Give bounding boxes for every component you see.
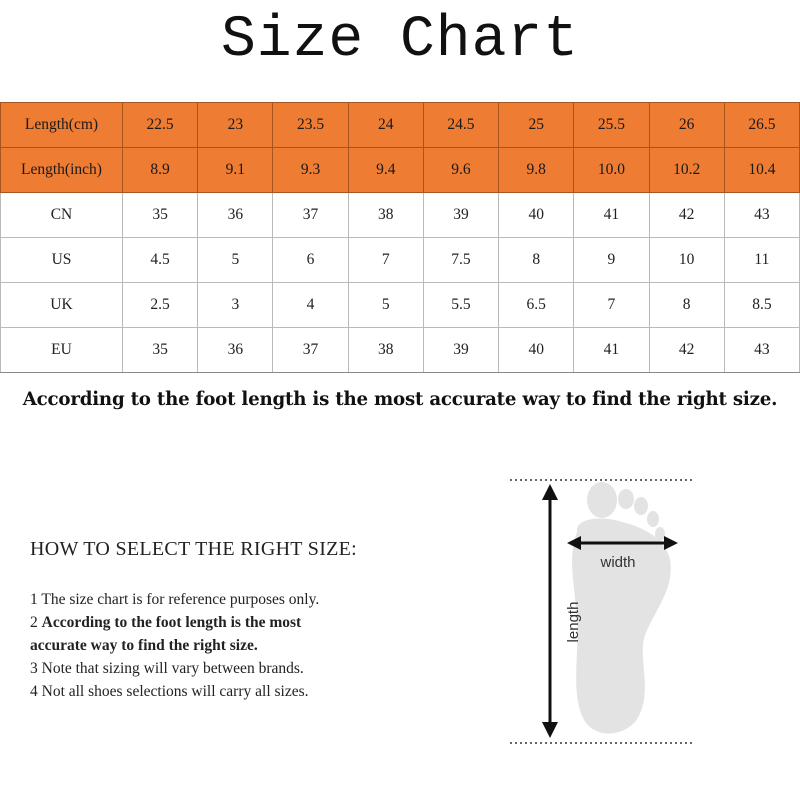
- row-header: Length(inch): [1, 148, 123, 193]
- table-cell: 37: [273, 328, 348, 373]
- table-cell: 2.5: [123, 283, 198, 328]
- table-cell: 42: [649, 328, 724, 373]
- note-number: 4: [30, 683, 38, 700]
- note-number: 3: [30, 660, 38, 677]
- howto-heading: HOW TO SELECT THE RIGHT SIZE:: [30, 538, 358, 560]
- table-row-eu: [1, 328, 800, 373]
- table-row-length-cm: [1, 103, 800, 148]
- note-text: Note that sizing will vary between brands.: [41, 660, 304, 677]
- table-cell: 5: [198, 238, 273, 283]
- table-cell: 10.4: [724, 148, 799, 193]
- table-cell: 9: [574, 238, 649, 283]
- table-cell: 10.0: [574, 148, 649, 193]
- table-cell: 8.9: [123, 148, 198, 193]
- table-cell: 23.5: [273, 103, 348, 148]
- note-item: [30, 680, 319, 703]
- foot-measure-svg: [505, 470, 705, 750]
- row-header: US: [1, 238, 123, 283]
- note-item: [30, 588, 319, 611]
- table-cell: 7: [574, 283, 649, 328]
- table-cell: 9.8: [499, 148, 574, 193]
- size-table: [0, 102, 800, 373]
- table-cell: 24: [348, 103, 423, 148]
- table-cell: 38: [348, 193, 423, 238]
- table-cell: 39: [423, 193, 498, 238]
- length-label: length: [565, 601, 582, 643]
- table-cell: 8.5: [724, 283, 799, 328]
- foot-diagram: [505, 470, 705, 750]
- table-cell: 22.5: [123, 103, 198, 148]
- table-cell: 37: [273, 193, 348, 238]
- row-header: Length(cm): [1, 103, 123, 148]
- toe-icon: [618, 489, 634, 509]
- table-cell: 8: [649, 283, 724, 328]
- table-cell: 4: [273, 283, 348, 328]
- table-cell: 35: [123, 193, 198, 238]
- table-cell: 43: [724, 328, 799, 373]
- table-cell: 9.6: [423, 148, 498, 193]
- table-cell: 35: [123, 328, 198, 373]
- table-cell: 24.5: [423, 103, 498, 148]
- arrow-down-icon: [542, 722, 558, 738]
- table-cell: 7.5: [423, 238, 498, 283]
- table-row-us: [1, 238, 800, 283]
- note-text-continued: accurate way to find the right size.: [30, 637, 258, 654]
- table-cell: 9.3: [273, 148, 348, 193]
- table-cell: 26.5: [724, 103, 799, 148]
- table-cell: 36: [198, 193, 273, 238]
- table-cell: 43: [724, 193, 799, 238]
- row-header: EU: [1, 328, 123, 373]
- table-row-length-inch: [1, 148, 800, 193]
- foot-sole-icon: [572, 519, 671, 734]
- table-cell: 5: [348, 283, 423, 328]
- table-cell: 4.5: [123, 238, 198, 283]
- table-cell: 26: [649, 103, 724, 148]
- note-item: [30, 657, 319, 680]
- table-cell: 9.4: [348, 148, 423, 193]
- toe-icon: [647, 511, 659, 527]
- table-cell: 7: [348, 238, 423, 283]
- notes-list: [30, 588, 319, 703]
- table-cell: 23: [198, 103, 273, 148]
- width-label: width: [600, 554, 636, 571]
- table-cell: 25.5: [574, 103, 649, 148]
- note-text: The size chart is for reference purposes only.: [41, 591, 320, 608]
- table-cell: 10.2: [649, 148, 724, 193]
- table-cell: 5.5: [423, 283, 498, 328]
- table-cell: 3: [198, 283, 273, 328]
- table-cell: 8: [499, 238, 574, 283]
- table-row-cn: [1, 193, 800, 238]
- table-cell: 40: [499, 328, 574, 373]
- table-cell: 36: [198, 328, 273, 373]
- table-cell: 9.1: [198, 148, 273, 193]
- page-title: Size Chart: [220, 8, 580, 73]
- table-cell: 6: [273, 238, 348, 283]
- note-number: 1: [30, 591, 38, 608]
- table-row-uk: [1, 283, 800, 328]
- big-toe-icon: [587, 482, 617, 518]
- table-cell: 11: [724, 238, 799, 283]
- note-text: According to the foot length is the most: [41, 614, 302, 631]
- table-cell: 40: [499, 193, 574, 238]
- table-cell: 10: [649, 238, 724, 283]
- note-text: Not all shoes selections will carry all sizes.: [41, 683, 309, 700]
- table-cell: 25: [499, 103, 574, 148]
- note-item: [30, 611, 319, 634]
- table-cell: 6.5: [499, 283, 574, 328]
- arrow-up-icon: [542, 484, 558, 500]
- note-number: 2: [30, 614, 38, 631]
- table-cell: 42: [649, 193, 724, 238]
- table-cell: 41: [574, 193, 649, 238]
- arrow-right-icon: [664, 536, 678, 550]
- row-header: CN: [1, 193, 123, 238]
- tagline: According to the foot length is the most accurate way to find the right size.: [22, 389, 778, 410]
- table-cell: 41: [574, 328, 649, 373]
- toe-icon: [634, 497, 648, 515]
- table-cell: 38: [348, 328, 423, 373]
- row-header: UK: [1, 283, 123, 328]
- table-cell: 39: [423, 328, 498, 373]
